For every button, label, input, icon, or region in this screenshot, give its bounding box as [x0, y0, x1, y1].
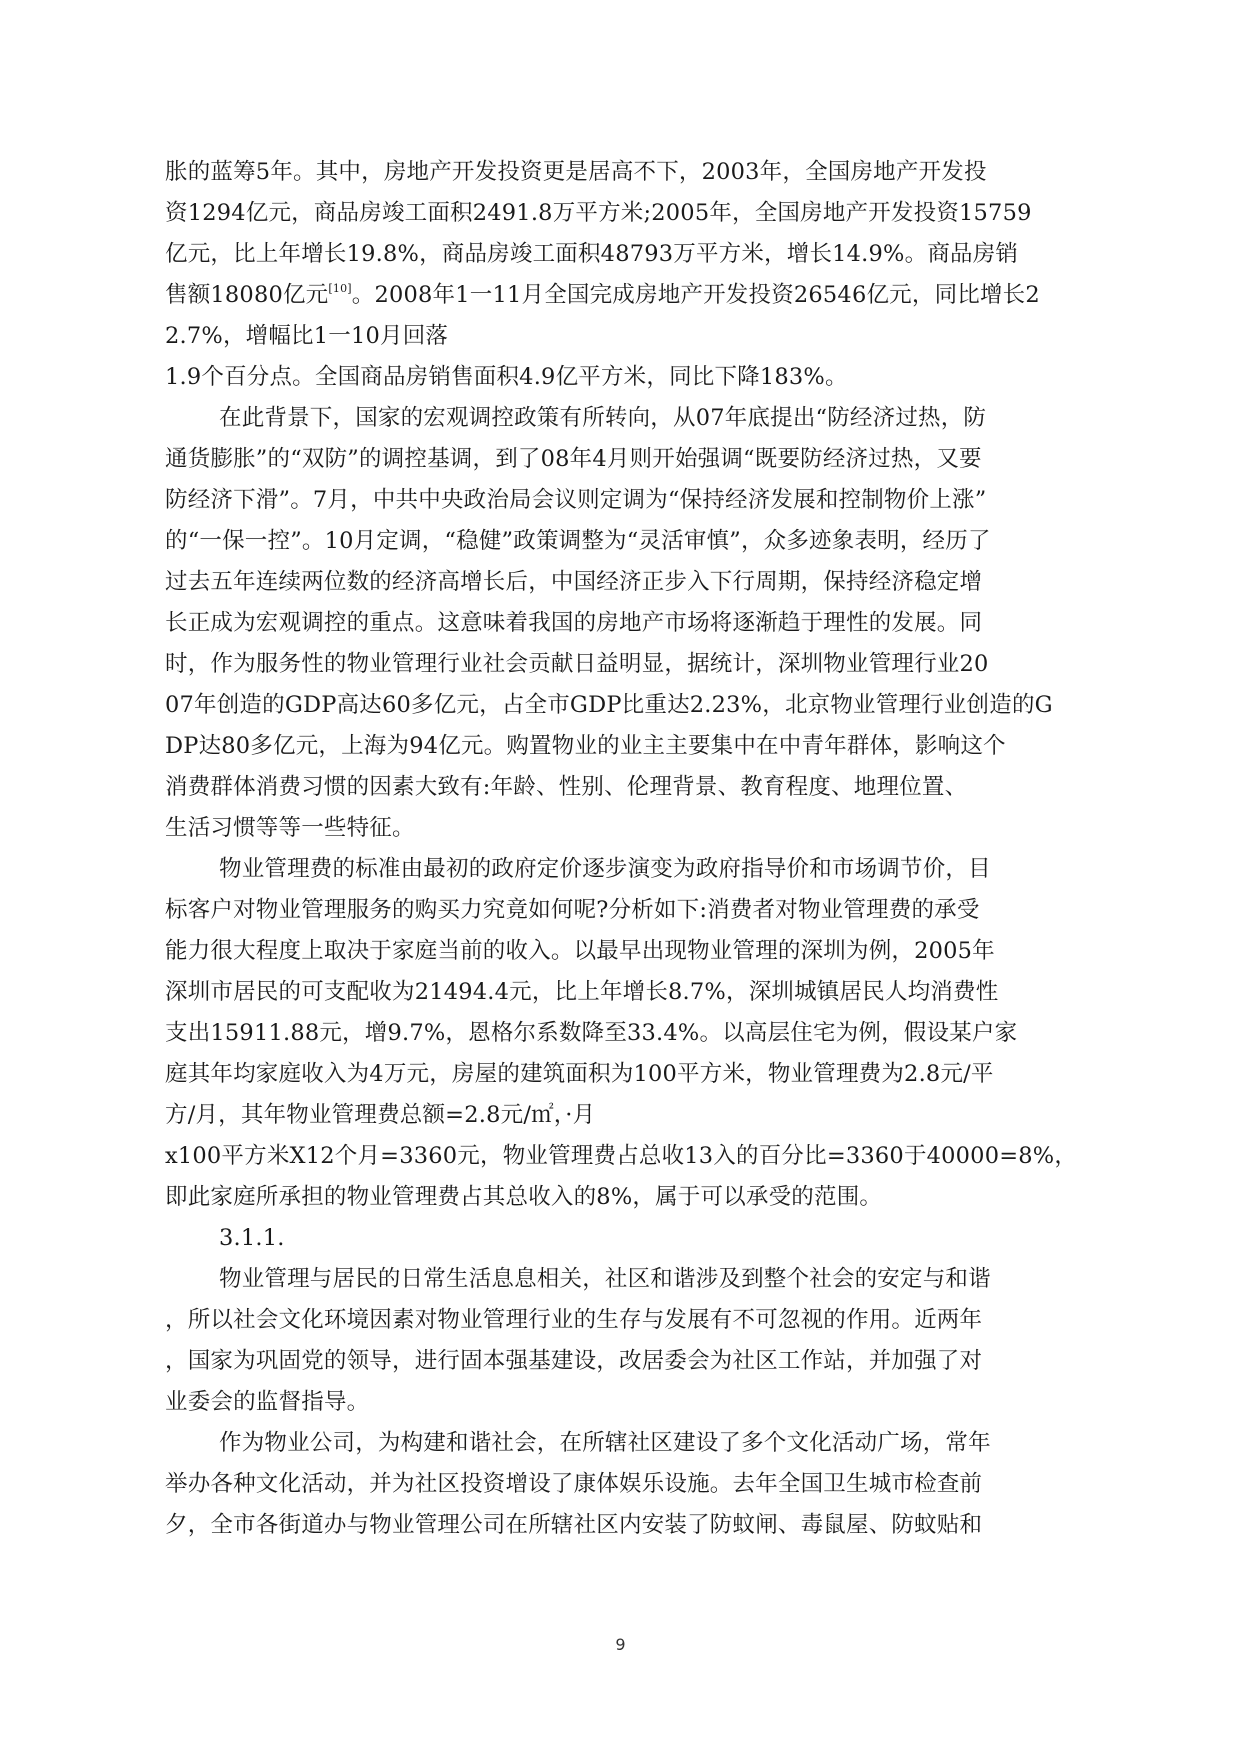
text-line: 能力很大程度上取决于家庭当前的收入。以最早出现物业管理的深圳为例，2005年: [165, 938, 995, 964]
text-line: 作为物业公司，为构建和谐社会，在所辖社区建设了多个文化活动广场，常年: [219, 1430, 991, 1456]
text-line: DP达80多亿元，上海为94亿元。购置物业的业主主要集中在中青年群体，影响这个: [165, 733, 1006, 759]
text-line: 的“一保一控”。10月定调，“稳健”政策调整为“灵活审慎”，众多迹象表明，经历了: [165, 528, 991, 554]
text-line: 庭其年均家庭收入为4万元，房屋的建筑面积为100平方米，物业管理费为2.8元/平: [165, 1061, 994, 1087]
text-line: 防经济下滑”。7月，中共中央政治局会议则定调为“保持经济发展和控制物价上涨”: [165, 487, 987, 513]
text-line: ，国家为巩固党的领导，进行固本强基建设，改居委会为社区工作站，并加强了对: [165, 1348, 983, 1374]
text-line: 标客户对物业管理服务的购买力究竟如何呢?分析如下:消费者对物业管理费的承受: [165, 897, 980, 923]
paragraph: [165, 1423, 1075, 1546]
text-line: 1.9个百分点。全国商品房销售面积4.9亿平方米，同比下降183%。: [165, 364, 848, 390]
text-line: 长正成为宏观调控的重点。这意味着我国的房地产市场将逐渐趋于理性的发展。同: [165, 610, 983, 636]
text-line: 在此背景下，国家的宏观调控政策有所转向，从07年底提出“防经济过热，防: [219, 405, 987, 431]
text-segment: 。2008年1一11月全国完成房地产开发投资26546亿元，同比增长2: [351, 282, 1040, 308]
section-number: 3.1.1.: [219, 1225, 285, 1251]
text-line: 夕，全市各街道办与物业管理公司在所辖社区内安装了防蚊闸、毒鼠屋、防蚊贴和: [165, 1512, 983, 1538]
text-line: 支出15911.88元，增9.7%，恩格尔系数降至33.4%。以高层住宅为例，假设某户家: [165, 1020, 1018, 1046]
paragraph: [165, 398, 1075, 849]
paragraph: [165, 152, 1075, 398]
text-line: 业委会的监督指导。: [165, 1389, 370, 1415]
text-line: 物业管理与居民的日常生活息息相关，社区和谐涉及到整个社会的安定与和谐: [219, 1266, 991, 1292]
text-line: 胀的蓝筹5年。其中，房地产开发投资更是居高不下，2003年，全国房地产开发投: [165, 159, 987, 185]
paragraph: [165, 849, 1078, 1218]
text-line: 资1294亿元，商品房竣工面积2491.8万平方米;2005年，全国房地产开发投资15759: [165, 200, 1032, 226]
text-line: 07年创造的GDP高达60多亿元，占全市GDP比重达2.23%，北京物业管理行业创造的G: [165, 692, 1053, 718]
text-segment: 售额18080亿元: [165, 282, 329, 308]
page-number: 9: [615, 1635, 626, 1654]
text-line: 生活习惯等等一些特征。: [165, 815, 415, 841]
text-line: 消费群体消费习惯的因素大致有:年龄、性别、伦理背景、教育程度、地理位置、: [165, 774, 968, 800]
citation-reference: [10]: [328, 282, 352, 295]
text-line: 即此家庭所承担的物业管理费占其总收入的8%，属于可以承受的范围。: [165, 1184, 883, 1210]
text-line: 时，作为服务性的物业管理行业社会贡献日益明显，据统计，深圳物业管理行业20: [165, 651, 989, 677]
text-line: 2.7%，增幅比1一10月回落: [165, 323, 449, 349]
text-line: 方/月，其年物业管理费总额=2.8元/㎡，·月: [165, 1102, 596, 1128]
section-heading: [165, 1218, 1075, 1259]
text-line: ，所以社会文化环境因素对物业管理行业的生存与发展有不可忽视的作用。近两年: [165, 1307, 983, 1333]
text-line: [165, 275, 1075, 316]
text-line: 举办各种文化活动，并为社区投资增设了康体娱乐设施。去年全国卫生城市检查前: [165, 1471, 983, 1497]
paragraph: [165, 1259, 1075, 1423]
text-line: 深圳市居民的可支配收为21494.4元，比上年增长8.7%，深圳城镇居民人均消费性: [165, 979, 999, 1005]
text-line: 通货膨胀”的“双防”的调控基调，到了08年4月则开始强调“既要防经济过热，又要: [165, 446, 982, 472]
document-body: [165, 152, 1078, 1546]
text-line: x100平方米X12个月=3360元，物业管理费占总收13入的百分比=3360于40000=8%，: [165, 1143, 1078, 1169]
text-line: 过去五年连续两位数的经济高增长后，中国经济正步入下行周期，保持经济稳定增: [165, 569, 983, 595]
text-line: 物业管理费的标准由最初的政府定价逐步演变为政府指导价和市场调节价，目: [219, 856, 991, 882]
text-line: 亿元，比上年增长19.8%，商品房竣工面积48793万平方米，增长14.9%。商品房销: [165, 241, 1019, 267]
